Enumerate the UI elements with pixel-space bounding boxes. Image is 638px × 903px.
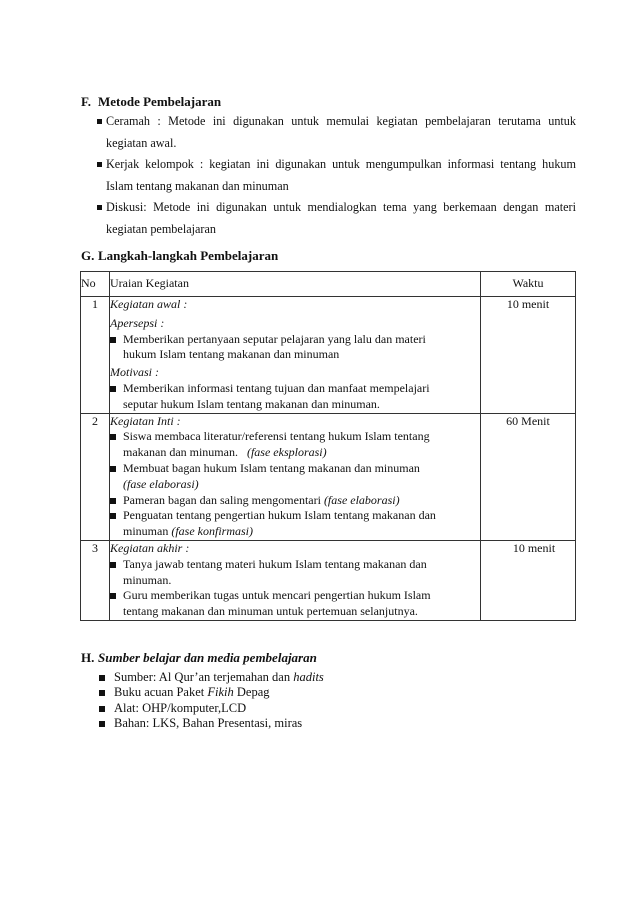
section-h-heading	[81, 650, 317, 666]
row-title: Kegiatan awal :	[110, 297, 188, 311]
square-bullet-icon	[97, 162, 102, 167]
source-item-tail: Depag	[233, 685, 270, 700]
section-h-letter: H.	[81, 650, 95, 665]
square-bullet-icon	[110, 562, 116, 568]
item-line: Tanya jawab tentang materi hukum Islam tentang makanan dan	[123, 556, 427, 571]
phase-note: (fase elaborasi)	[323, 492, 400, 507]
list-item	[110, 429, 480, 461]
list-item	[110, 332, 480, 364]
table-row	[81, 297, 576, 414]
square-bullet-icon	[99, 690, 105, 696]
section-f-heading	[81, 94, 221, 110]
list-item	[110, 508, 480, 540]
source-item-text: Sumber: Al Qur’an terjemahan dan	[114, 670, 294, 684]
row-subtitle-apersepsi: Apersepsi :	[110, 315, 165, 330]
item-line: Memberikan pertanyaan seputar pelajaran yang lalu dan materi	[123, 331, 426, 346]
row-title: Kegiatan Inti :	[110, 413, 181, 428]
row-number: 1	[81, 297, 110, 414]
item-line: minuman.	[123, 572, 172, 587]
square-bullet-icon	[110, 498, 116, 504]
row-content	[110, 540, 481, 620]
source-item-text: Buku acuan Paket	[114, 685, 208, 700]
method-diskusi-line2: kegiatan pembelajaran	[106, 221, 216, 236]
header-no: No	[81, 272, 110, 297]
method-diskusi-line1: Diskusi: Metode ini digunakan untuk mendialogkan tema yang berkemaan dengan materi	[106, 200, 576, 214]
source-item-text: Bahan: LKS, Bahan Presentasi, miras	[114, 715, 303, 730]
list-item	[110, 493, 480, 509]
list-item	[99, 716, 324, 731]
item-text: Pameran bagan dan saling mengomentari	[123, 492, 321, 507]
row-content	[110, 297, 481, 414]
item-line: seputar hukum Islam tentang makanan dan minuman.	[123, 396, 380, 411]
square-bullet-icon	[97, 119, 102, 124]
source-item-italic: hadits	[293, 670, 324, 684]
square-bullet-icon	[99, 675, 105, 681]
list-item	[99, 685, 324, 700]
list-item	[110, 381, 480, 413]
item-line: Guru memberikan tugas untuk mencari pengertian hukum Islam	[123, 588, 431, 603]
list-item	[110, 588, 480, 620]
item-line: Membuat bagan hukum Islam tentang makanan dan minuman	[123, 460, 420, 475]
item-line: Memberikan informasi tentang tujuan dan manfaat mempelajari	[123, 380, 430, 395]
header-uraian: Uraian Kegiatan	[110, 272, 481, 297]
list-item	[96, 154, 576, 197]
source-item-italic: Fikih	[207, 685, 234, 700]
section-h-title: Sumber belajar dan media pembelajaran	[98, 650, 317, 665]
square-bullet-icon	[97, 205, 102, 210]
item-text: makanan dan minuman.	[123, 445, 238, 460]
section-f-letter: F.	[81, 94, 91, 109]
phase-note: (fase elaborasi)	[123, 476, 199, 491]
row-time: 10 menit	[481, 540, 576, 620]
phase-note: (fase konfirmasi)	[171, 524, 253, 539]
table-header-row	[81, 272, 576, 297]
square-bullet-icon	[110, 337, 116, 343]
item-line	[123, 445, 480, 461]
square-bullet-icon	[110, 513, 116, 519]
list-item	[99, 701, 324, 716]
row-number: 2	[81, 413, 110, 540]
item-line: Penguatan tentang pengertian hukum Islam tentang makanan dan	[123, 508, 436, 523]
row-content	[110, 413, 481, 540]
square-bullet-icon	[110, 386, 116, 392]
row-time: 60 Menit	[481, 413, 576, 540]
square-bullet-icon	[110, 593, 116, 599]
section-f-list	[96, 111, 576, 240]
table-row	[81, 413, 576, 540]
table-row	[81, 540, 576, 620]
method-kelompok-line1: Kerjak kelompok : kegiatan ini digunakan untuk mengumpulkan informasi tentang hukum	[106, 157, 576, 171]
phase-note: (fase eksplorasi)	[246, 445, 327, 460]
row-subtitle-motivasi: Motivasi :	[110, 365, 159, 380]
list-item	[110, 557, 480, 589]
list-item	[110, 461, 480, 493]
section-h-list	[99, 670, 324, 731]
header-waktu: Waktu	[481, 272, 576, 297]
item-line: tentang makanan dan minuman untuk pertemuan selanjutnya.	[123, 604, 418, 619]
section-g-heading	[81, 248, 278, 264]
list-item	[99, 670, 324, 685]
square-bullet-icon	[110, 466, 116, 472]
source-item-text: Alat: OHP/komputer,LCD	[114, 700, 247, 715]
row-time: 10 menit	[481, 297, 576, 414]
section-f-title: Metode Pembelajaran	[98, 94, 222, 109]
item-text: minuman	[123, 524, 169, 539]
list-item	[96, 111, 576, 154]
row-number: 3	[81, 540, 110, 620]
method-ceramah-line1: Ceramah : Metode ini digunakan untuk memulai kegiatan pembelajaran terutama untuk	[106, 114, 576, 128]
square-bullet-icon	[99, 721, 105, 727]
section-g-title: Langkah-langkah Pembelajaran	[98, 248, 279, 263]
item-line: Siswa membaca literatur/referensi tentang hukum Islam tentang	[123, 429, 430, 444]
section-g-letter: G.	[81, 248, 95, 263]
method-kelompok-line2: Islam tentang makanan dan minuman	[106, 178, 289, 193]
method-ceramah-line2: kegiatan awal.	[106, 135, 177, 150]
list-item	[96, 197, 576, 240]
square-bullet-icon	[99, 706, 105, 712]
square-bullet-icon	[110, 434, 116, 440]
row-title: Kegiatan akhir :	[110, 540, 190, 555]
item-line: hukum Islam tentang makanan dan minuman	[123, 347, 340, 362]
activity-table	[80, 271, 576, 621]
item-line	[123, 524, 480, 540]
